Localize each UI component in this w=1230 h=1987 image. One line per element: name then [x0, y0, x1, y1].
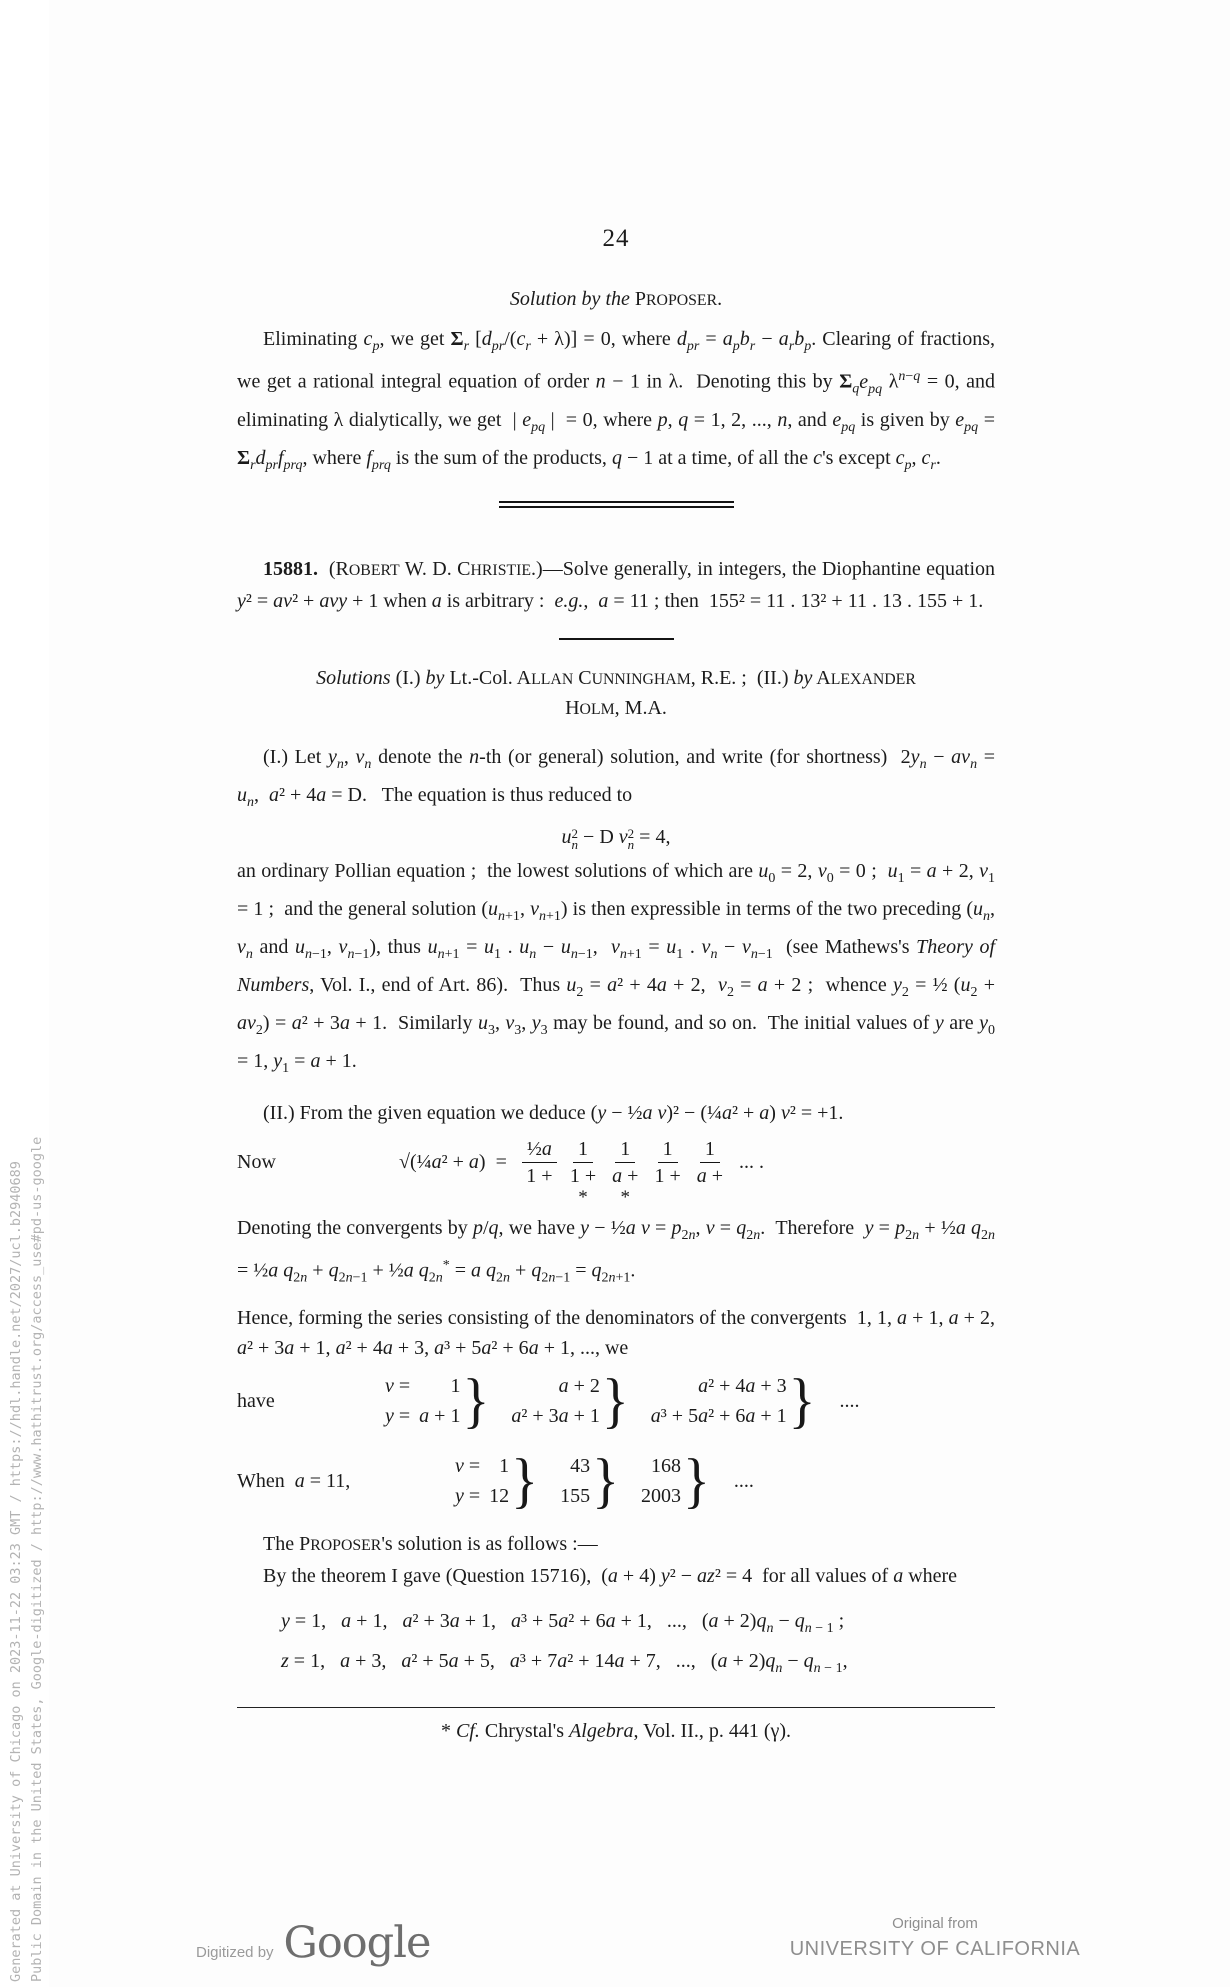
google-logo: Google [283, 1918, 431, 1968]
paragraph-solution-i: (I.) Let $y_n$, $v_n$ denote the n-th (or general) solution, and write (for shortness) $2y_n - av_n = u_n$, a² + 4a = D. The equation is thus reduced to [237, 745, 996, 810]
cf-fraction-3: 1 a + * [609, 1136, 641, 1189]
double-rule-divider [499, 501, 734, 508]
digitized-by-google-watermark [196, 1918, 431, 1968]
convergents-brace-table [237, 1367, 995, 1436]
problem-divider-rule [559, 638, 674, 640]
ellipsis: ... . [739, 1151, 764, 1174]
brace-group-2: 43 155 } [560, 1447, 619, 1516]
series-block [237, 1605, 995, 1685]
period-star: * [620, 1186, 631, 1208]
sidebar-provenance-line-2: Public Domain in the United States, Google-digitized / http://www.hathitrust.org/access_use#pd-us-google [29, 1136, 45, 1982]
right-brace: } [788, 1367, 816, 1436]
original-from-block [720, 1913, 1150, 1963]
paragraph-solution-ii: (II.) From the given equation we deduce (y − ½a v)² − (¼a² + a) v² = +1. [263, 1101, 844, 1124]
institution-name: UNIVERSITY OF CALIFORNIA [789, 1938, 1081, 1960]
have-label: have [237, 1390, 275, 1413]
right-brace: } [462, 1367, 490, 1436]
footnote-chrystal: * Cf. Chrystal's Algebra, Vol. II., p. 441 (γ). [440, 1720, 792, 1743]
brace-group-3: a² + 4a + 3 a³ + 5a² + 6a + 1 } [650, 1367, 816, 1436]
paragraph-hence-series: Hence, forming the series consisting of the denominators of the convergents 1, 1, a + 1, a + 2, a² + 3a + 1, a² + 4a + 3, a³ + 5a² + 6a + 1, ..., we [237, 1307, 996, 1360]
paragraph-theorem-15716: By the theorem I gave (Question 15716), (a + 4) y² − az² = 4 for all values of a where [263, 1565, 958, 1588]
right-brace: } [511, 1447, 539, 1516]
solutions-attribution-line-1: Solutions (I.) by Lt.-Col. ALLAN CUNNINGHAM, R.E. ; (II.) by ALEXANDER [316, 666, 916, 689]
brace-group-2: a + 2 a² + 3a + 1 } [511, 1367, 629, 1436]
series-z-line: z = 1, a + 3, a² + 5a + 5, a³ + 7a² + 14a + 7, ..., $(a + 2)q_n - q_{n - 1}$, [281, 1650, 848, 1677]
cf-fraction-4: $\frac{1}{1 +}$ [654, 1137, 681, 1187]
surd-lhs: √(¼a² + a) = [399, 1151, 507, 1174]
original-from-label: Original from [892, 1915, 978, 1932]
paragraph-proposer-solution-intro: The PROPOSER's solution is as follows :— [263, 1533, 598, 1556]
right-brace: } [601, 1367, 629, 1436]
sidebar-provenance-line-1: Generated at University of Chicago on 2023-11-22 03:23 GMT / https://hdl.handle.net/2027/ucl.b2940689 [8, 1161, 24, 1982]
continued-fraction-display [237, 1136, 995, 1208]
digitized-by-label: Digitized by [196, 1944, 274, 1961]
right-brace: } [682, 1447, 710, 1516]
brace-group-3: 168 2003 } [640, 1447, 710, 1516]
problem-15881-statement: 15881. (ROBERT W. D. CHRISTIE.)—Solve generally, in integers, the Diophantine equation y² = av² + avy + 1 when a is arbitrary : e.g., a = 11 ; then 155² = 11 . 13² + 11 . 13 . 155 + 1. [237, 557, 996, 612]
ellipsis: .... [839, 1390, 860, 1413]
when-a-11-label: When a = 11, [237, 1470, 351, 1493]
cf-fraction-5: $\frac{1}{a +}$ [696, 1137, 723, 1187]
cf-fraction-2: 1 1 + * [567, 1136, 599, 1189]
paragraph-eliminating: Eliminating $c_p$, we get $\Sigma_r$ $[d_{pr}/(c_r + \lambda)] = 0$, where $d_{pr} = a_pb_r - a_rb_p$. Clearing of fractions, we get a rational integral equation of order n − 1 in λ. Denoting this by $\Sigma_qe_{pq}$ $\lambda^{n-q} = 0$, and eliminating λ dialytically, we get | $e_{pq}$ | = 0, where p, q = 1, 2, ..., n, and $e_{pq}$ is given by $e_{pq} = \Sigma_rd_{pr}f_{prq}$, where $f_{prq}$ is the sum of the products, q − 1 at a time, of all the c's except $c_p$, $c_r$. [237, 328, 996, 473]
solutions-attribution-heading [237, 664, 995, 724]
right-brace: } [592, 1447, 619, 1516]
brace-group-1: v = y = 1 a + 1 } [385, 1367, 490, 1436]
paragraph-pollian-continued: an ordinary Pollian equation ; the lowest solutions of which are $u_0 = 2$, $v_0 = 0$ ; $u_1 = a + 2$, $v_1 = 1$ ; and the general solution ($u_{n+1}$, $v_{n+1}$) is then expressible in terms of the two preceding ($u_n$, $v_n$ and $u_{n-1}$, $v_{n-1}$), thus $u_{n+1} = u_1$ . $u_n - u_{n-1}$, $v_{n+1} = u_1$ . $v_n - v_{n-1}$ (see Mathews's Theory of Numbers, Vol. I., end of Art. 86). Thus $u_2 = a^2 + 4a + 2$, $v_2 = a + 2$ ; whence $y_2$ = ½ $(u_2 + av_2) = a^2 + 3a + 1$. Similarly $u_3$, $v_3$, $y_3$ may be found, and so on. The initial values of y are $y_0 = 1$, $y_1 = a + 1$. [237, 859, 996, 1076]
series-y-line: y = 1, a + 1, a² + 3a + 1, a³ + 5a² + 6a + 1, ..., $(a + 2)q_n - q_{n - 1}$ ; [281, 1610, 845, 1637]
page-number: 24 [602, 225, 630, 252]
cf-fraction-1: $\frac{\text{½a}}{1 +}$ [522, 1136, 557, 1189]
section-heading-proposer-solution: Solution by the PROPOSER. [509, 288, 723, 310]
values-brace-table-a11 [237, 1447, 995, 1516]
brace-group-1: v = y = 1 12 } [455, 1447, 539, 1516]
footnote-rule [237, 1707, 995, 1708]
scanned-page-column [237, 224, 995, 1746]
ellipsis: .... [733, 1470, 754, 1493]
continued-fraction-equation [399, 1136, 764, 1208]
display-equation-pollian: u 2 n − D v 2 n = 4, [561, 825, 671, 852]
paragraph-denoting-convergents: Denoting the convergents by p/q, we have y − ½a $v = p_{2n}$, $v = q_{2n}$. Therefore $y = p_{2n}$ + ½a $q_{2n}$ = ½a $q_{2n} + q_{2n-1}$ + ½a $q_{2n}^* = a$ $q_{2n} + q_{2n-1} = q_{2n+1}$. [237, 1216, 996, 1286]
solutions-attribution-line-2: HOLM, M.A. [565, 696, 667, 719]
now-label: Now [237, 1151, 276, 1174]
period-star: * [578, 1186, 588, 1208]
